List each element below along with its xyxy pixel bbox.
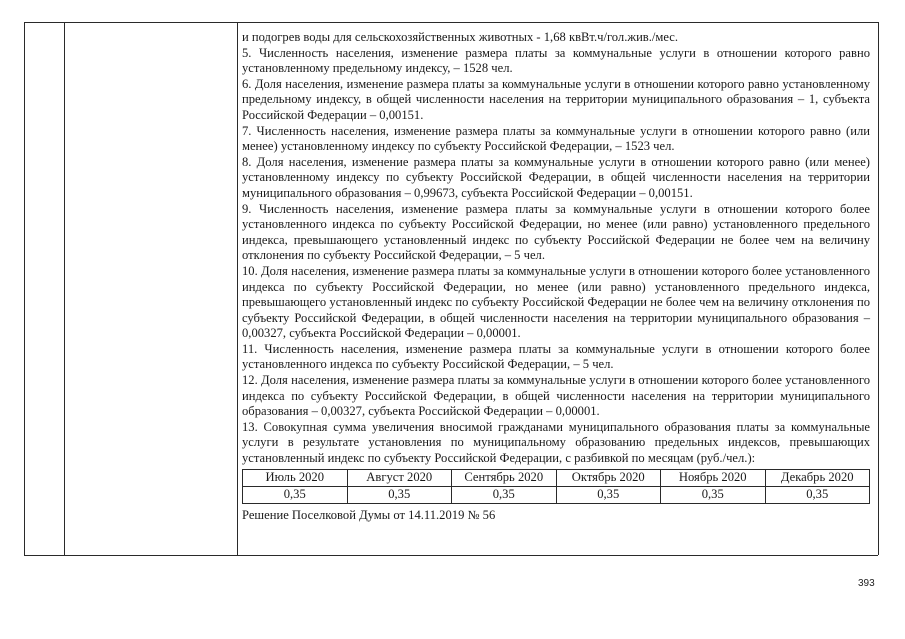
- month-header-october: Октябрь 2020: [556, 469, 661, 486]
- month-value-november: 0,35: [661, 486, 766, 503]
- paragraph-7: 7. Численность населения, изменение размера платы за коммунальные услуги в отношении которого равно (или менее) установленному индексу по субъекту Российской Федерации, – 1523 чел.: [242, 123, 870, 154]
- table-border-col1: [64, 22, 65, 555]
- paragraph-10: 10. Доля населения, изменение размера платы за коммунальные услуги в отношении которого более установленного индекса по субъекту Российской Федерации, но менее (или равно) установленного предельного индекса, превышающего установленный индекс по субъекту Российской Федерации не более чем на величину отклонения по субъекту Российской Федерации, в общей численности населения на территории муниципального образования – 0,00327, субъекта Российской Федерации – 0,00001.: [242, 263, 870, 341]
- paragraph-13: 13. Совокупная сумма увеличения вносимой гражданами муниципального образования платы за коммунальные услуги в результате установления по муниципальному образованию предельных индексов, превышающих установленный индекс по субъекту Российской Федерации, с разбивкой по месяцам (руб./чел.):: [242, 419, 870, 466]
- month-header-august: Август 2020: [347, 469, 452, 486]
- months-value-row: [243, 486, 870, 503]
- table-top-border: [24, 22, 878, 23]
- month-header-july: Июль 2020: [243, 469, 348, 486]
- month-value-august: 0,35: [347, 486, 452, 503]
- page-number: 393: [858, 578, 875, 589]
- paragraph-5: 5. Численность населения, изменение размера платы за коммунальные услуги в отношении которого равно установленному предельному индексу, – 1528 чел.: [242, 45, 870, 76]
- month-value-july: 0,35: [243, 486, 348, 503]
- table-bottom-border: [24, 555, 878, 556]
- table-border-col2: [237, 22, 238, 555]
- paragraph-6: 6. Доля населения, изменение размера платы за коммунальные услуги в отношении которого равно установленному предельному индексу, в общей численности населения на территории муниципального образования – 1, субъекта Российской Федерации – 0,00151.: [242, 76, 870, 122]
- document-content: [242, 30, 870, 523]
- paragraph-11: 11. Численность населения, изменение размера платы за коммунальные услуги в отношении которого более установленного индекса по субъекту Российской Федерации, – 5 чел.: [242, 341, 870, 372]
- paragraph-intro: и подогрев воды для сельскохозяйственных животных - 1,68 квВт.ч/гол.жив./мес.: [242, 30, 679, 44]
- month-value-december: 0,35: [765, 486, 870, 503]
- month-header-december: Декабрь 2020: [765, 469, 870, 486]
- paragraph-9: 9. Численность населения, изменение размера платы за коммунальные услуги в отношении которого более установленного индекса по субъекту Российской Федерации, но менее (или равно) установленного предельного индекса, превышающего установленный индекс по субъекту Российской Федерации не более чем на величину отклонения по субъекту Российской Федерации, – 5 чел.: [242, 201, 870, 263]
- month-header-september: Сентябрь 2020: [452, 469, 557, 486]
- table-border-right: [878, 22, 879, 555]
- table-border-left: [24, 22, 25, 555]
- paragraph-12: 12. Доля населения, изменение размера платы за коммунальные услуги в отношении которого более установленного индекса по субъекту Российской Федерации, в общей численности населения на территории муниципального образования – 0,00327, субъекта Российской Федерации – 0,00001.: [242, 373, 870, 419]
- month-value-october: 0,35: [556, 486, 661, 503]
- decision-reference: Решение Поселковой Думы от 14.11.2019 № 56: [242, 507, 496, 522]
- paragraph-8: 8. Доля населения, изменение размера платы за коммунальные услуги в отношении которого равно (или менее) установленному индексу по субъекту Российской Федерации, в общей численности населения на территории муниципального образования – 0,99673, субъекта Российской Федерации – 0,00151.: [242, 154, 870, 200]
- month-header-november: Ноябрь 2020: [661, 469, 766, 486]
- months-header-row: [243, 469, 870, 486]
- months-table: [242, 469, 870, 504]
- month-value-september: 0,35: [452, 486, 557, 503]
